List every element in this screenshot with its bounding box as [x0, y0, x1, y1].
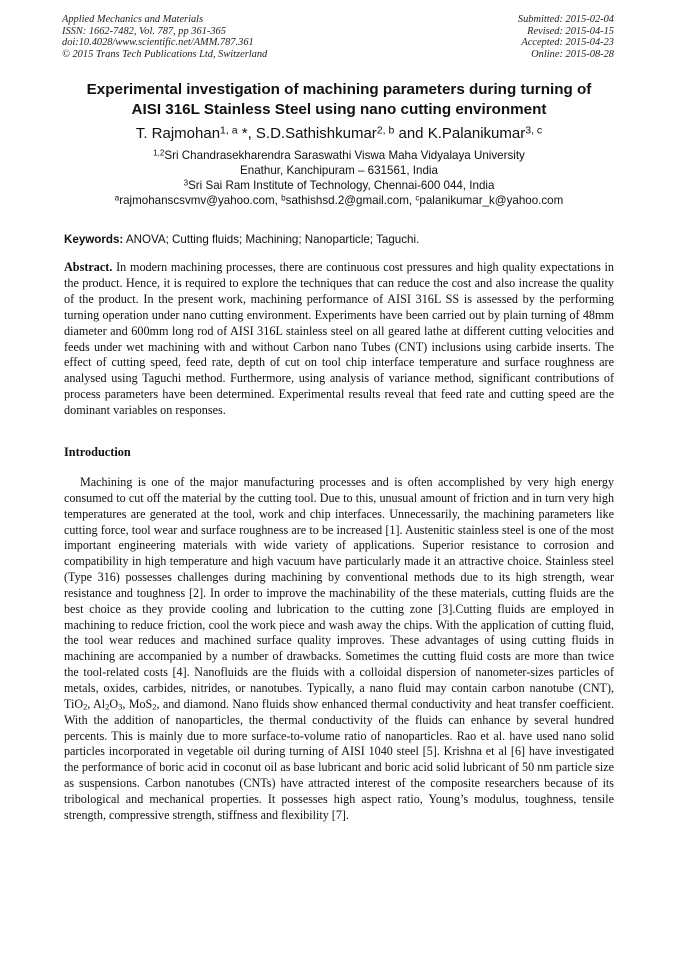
- title-line-1: Experimental investigation of machining parameters during turning of: [86, 81, 592, 98]
- intro-text-2: , and diamond. Nano fluids show enhanced thermal conductivity and heat transfer coefficient. With the addition of nanoparticles, the thermal conductivity of the fluids can enhance by several hundred percents. This is mainly due to more surface-to-volume ratio of nanoparticles. Rao et al. have used nano solid particles incorporated in vegetable oil during turning of AISI 1040 steel [5]. Krishna et al [6] have investigated the performance of boric acid in coconut oil as base lubricant and boric acid solid lubricant of 50 nm particle size as suspensions. Carbon nanotubes (CNTs) have attracted interest of the composite researchers because of its tribological and mechanical properties. It possesses high aspect ratio, Young’s modulus, toughness, tensile strength, compressive strength, stiffness and flexibility [7].: [64, 696, 614, 822]
- revised-date: Revised: 2015-04-15: [527, 25, 614, 37]
- email-b-mark: b: [281, 193, 286, 203]
- affiliation-2: [40, 178, 638, 193]
- journal-header-left: [62, 14, 267, 60]
- author-1: T. Rajmohan: [135, 125, 221, 142]
- abstract: [64, 260, 614, 419]
- intro-sep-1: , Al: [87, 696, 106, 711]
- al2-subscript: 2: [105, 701, 110, 712]
- abstract-label: Abstract.: [64, 260, 113, 274]
- o3-subscript: 3: [118, 701, 123, 712]
- journal-name: Applied Mechanics and Materials: [62, 14, 204, 25]
- affiliation-1-mark: 1,2: [153, 148, 165, 158]
- accepted-date: Accepted: 2015-04-23: [521, 37, 614, 49]
- author-list: [40, 124, 638, 143]
- affiliations: [40, 148, 638, 208]
- email-a: rajmohanscsvmv@yahoo.com,: [119, 194, 282, 207]
- doi-line: doi:10.4028/www.scientific.net/AMM.787.361: [62, 37, 254, 49]
- section-heading-introduction: Introduction: [64, 445, 131, 459]
- email-b: sathishsd.2@gmail.com,: [285, 194, 416, 207]
- keywords-text: ANOVA; Cutting fluids; Machining; Nanoparticle; Taguchi.: [123, 233, 420, 246]
- email-line: [40, 193, 638, 208]
- author-2: S.D.Sathishkumar: [255, 125, 377, 142]
- corresponding-mark: *,: [237, 125, 256, 142]
- affiliation-2-mark: 3: [183, 178, 189, 188]
- email-a-mark: a: [114, 193, 120, 203]
- author-and: and: [394, 125, 428, 142]
- journal-header-right: [518, 14, 614, 60]
- affiliation-2-name: Sri Sai Ram Institute of Technology, Chennai-600 044, India: [188, 179, 495, 192]
- intro-sep-2: , MoS: [122, 696, 153, 711]
- issn-line: ISSN: 1662-7482, Vol. 787, pp 361-365: [62, 25, 226, 37]
- mos2-subscript: 2: [152, 701, 157, 712]
- intro-text-1: Machining is one of the major manufacturing processes and is often accomplished by very high energy consumed to cut off the material by the cutting tool. Due to this, unusual amount of friction and in turn very high temperatures are generated at the tool, work and chip interfaces. Unnecessarily, the machining parameters like cutting force, tool wear and surface roughness are to be increased [1]. Austenitic stainless steel is one of the most important engineering materials with wide variety of applications. Superior resistance to corrosion and compatibility in high temperature and high vacuum have particularly made it an attractive choice. Stainless steel (Type 316) possesses challenges during machining by conventional methods due to its high strength, wear resistance and toughness [2]. In order to improve the machinability of the these materials, cutting fluids are the best choice as they provide cooling and lubrication to the cutting zone [3].Cutting fluids are employed in machining to reduce friction, cool the work piece and wash away the chips. With the application of cutting fluid, the tool wear reduces and machined surface quality improves. These advantages of using cutting fluids in machining are accompanied by a number of drawbacks. Sometimes the cutting fluid costs are more than twice the tool-related costs [4]. Nanofluids are the fluids with a colloidal dispersion of nanometer-sizes particles of metals, oxides, carbides, nitrides, or nanotubes. Typically, a nano fluid may contain carbon nanotube (CNT), TiO: [64, 475, 614, 711]
- author-2-affil: 2, b: [376, 124, 395, 137]
- keywords-label: Keywords:: [64, 233, 124, 246]
- author-1-affil: 1, a: [220, 124, 238, 137]
- email-c-mark: c: [415, 193, 420, 203]
- author-3: K.Palanikumar: [427, 125, 526, 142]
- submitted-date: Submitted: 2015-02-04: [517, 14, 614, 25]
- title-line-2: AISI 316L Stainless Steel using nano cutting environment: [131, 101, 547, 118]
- affiliation-1: [40, 148, 638, 163]
- online-date: Online: 2015-08-28: [531, 48, 614, 60]
- affiliation-1-name: Sri Chandrasekharendra Saraswathi Viswa Maha Vidyalaya University: [164, 149, 525, 162]
- intro-oxygen: O: [109, 696, 119, 711]
- author-3-affil: 3, c: [525, 124, 543, 137]
- copyright-line: © 2015 Trans Tech Publications Ltd, Switzerland: [62, 48, 268, 60]
- affiliation-1-address: Enathur, Kanchipuram – 631561, India: [240, 164, 438, 177]
- email-c: palanikumar_k@yahoo.com: [419, 194, 564, 207]
- tio2-subscript: 2: [83, 701, 88, 712]
- keywords: [64, 232, 616, 247]
- paper-title: [50, 80, 628, 120]
- introduction-paragraph: [64, 475, 614, 824]
- abstract-text: In modern machining processes, there are continuous cost pressures and high quality expectations in the product. Hence, it is required to explore the techniques that can reduce the cost and also increase the quality of the product. In the present work, machining performance of AISI 316L SS is assessed by the performing turning operation under nano cutting environment. Experiments have been carried out by plain turning of 48mm diameter and 600mm long rod of AISI 316L stainless steel on all geared lathe at different cutting velocities and feeds under wet machining with and without Carbon nano Tubes (CNT) inclusions using carbide inserts. The effect of cutting speed, feed rate, depth of cut on tool chip interface temperature and surface roughness are analysed using Taguchi method. Furthermore, using analysis of variance method, significant contributions of process parameters have been determined. Experimental results reveal that feed rate and cutting speed are the dominant variables on responses.: [64, 260, 614, 418]
